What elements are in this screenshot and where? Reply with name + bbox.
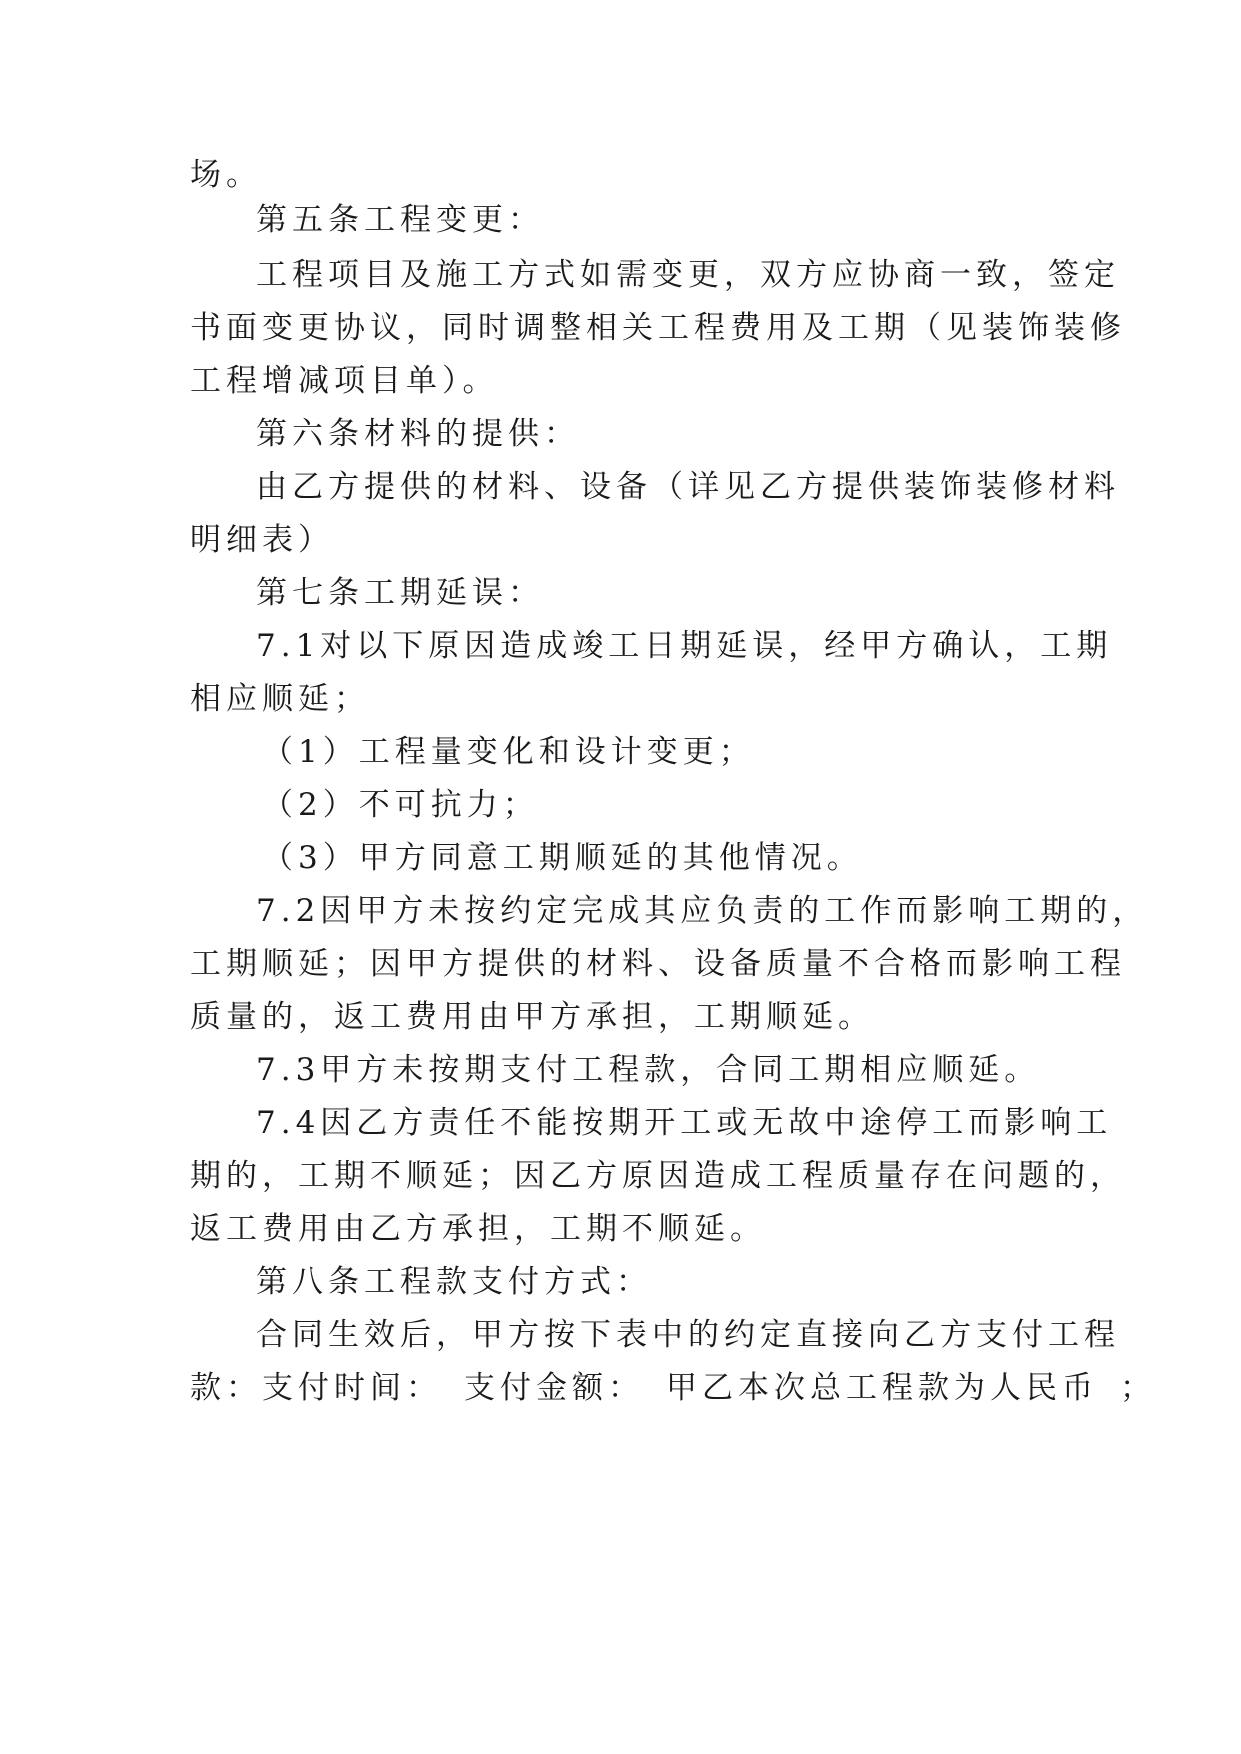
- paragraph-line: 工程项目及施工方式如需变更，双方应协商一致，签定: [256, 257, 1120, 293]
- section-heading-6: 第六条材料的提供：: [256, 416, 580, 452]
- paragraph-line: 由乙方提供的材料、设备（详见乙方提供装饰装修材料: [256, 469, 1120, 505]
- payment-amount-label: 支付金额：: [464, 1370, 644, 1406]
- list-item: （3）甲方同意工期顺延的其他情况。: [262, 840, 863, 876]
- clause-7-4: 7.4因乙方责任不能按期开工或无故中途停工而影响工: [256, 1105, 1113, 1141]
- paragraph-line: 书面变更协议，同时调整相关工程费用及工期（见装饰装修: [190, 310, 1126, 346]
- payment-line: [190, 1368, 1156, 1408]
- payment-total-label: 甲乙本次总工程款为人民币: [666, 1370, 1098, 1406]
- clause-7-1: 7.1对以下原因造成竣工日期延误，经甲方确认，工期: [256, 628, 1113, 664]
- list-item: （1）工程量变化和设计变更；: [262, 734, 755, 770]
- section-heading-8: 第八条工程款支付方式：: [256, 1264, 652, 1300]
- clause-7-2: 7.2因甲方未按约定完成其应负责的工作而影响工期的，: [256, 893, 1149, 929]
- payment-end: ；: [1120, 1370, 1156, 1406]
- paragraph-line: 质量的，返工费用由甲方承担，工期顺延。: [190, 999, 874, 1035]
- clause-7-3: 7.3甲方未按期支付工程款，合同工期相应顺延。: [256, 1052, 1041, 1088]
- paragraph-line: 明细表）: [190, 522, 334, 558]
- paragraph-line: 相应顺延；: [190, 681, 370, 717]
- list-item: （2）不可抗力；: [262, 787, 539, 823]
- section-heading-7: 第七条工期延误：: [256, 575, 544, 611]
- payment-lead: 款：支付时间：: [190, 1370, 442, 1406]
- section-heading-5: 第五条工程变更：: [256, 202, 544, 238]
- paragraph-line: 工期顺延；因甲方提供的材料、设备质量不合格而影响工程: [190, 946, 1126, 982]
- paragraph-line: 工程增减项目单）。: [190, 363, 499, 399]
- paragraph-line: 期的，工期不顺延；因乙方原因造成工程质量存在问题的，: [190, 1158, 1126, 1194]
- paragraph-line: 返工费用由乙方承担，工期不顺延。: [190, 1211, 766, 1247]
- paragraph-line: 合同生效后，甲方按下表中的约定直接向乙方支付工程: [256, 1317, 1120, 1353]
- text-line-continuation: 场。: [190, 157, 262, 193]
